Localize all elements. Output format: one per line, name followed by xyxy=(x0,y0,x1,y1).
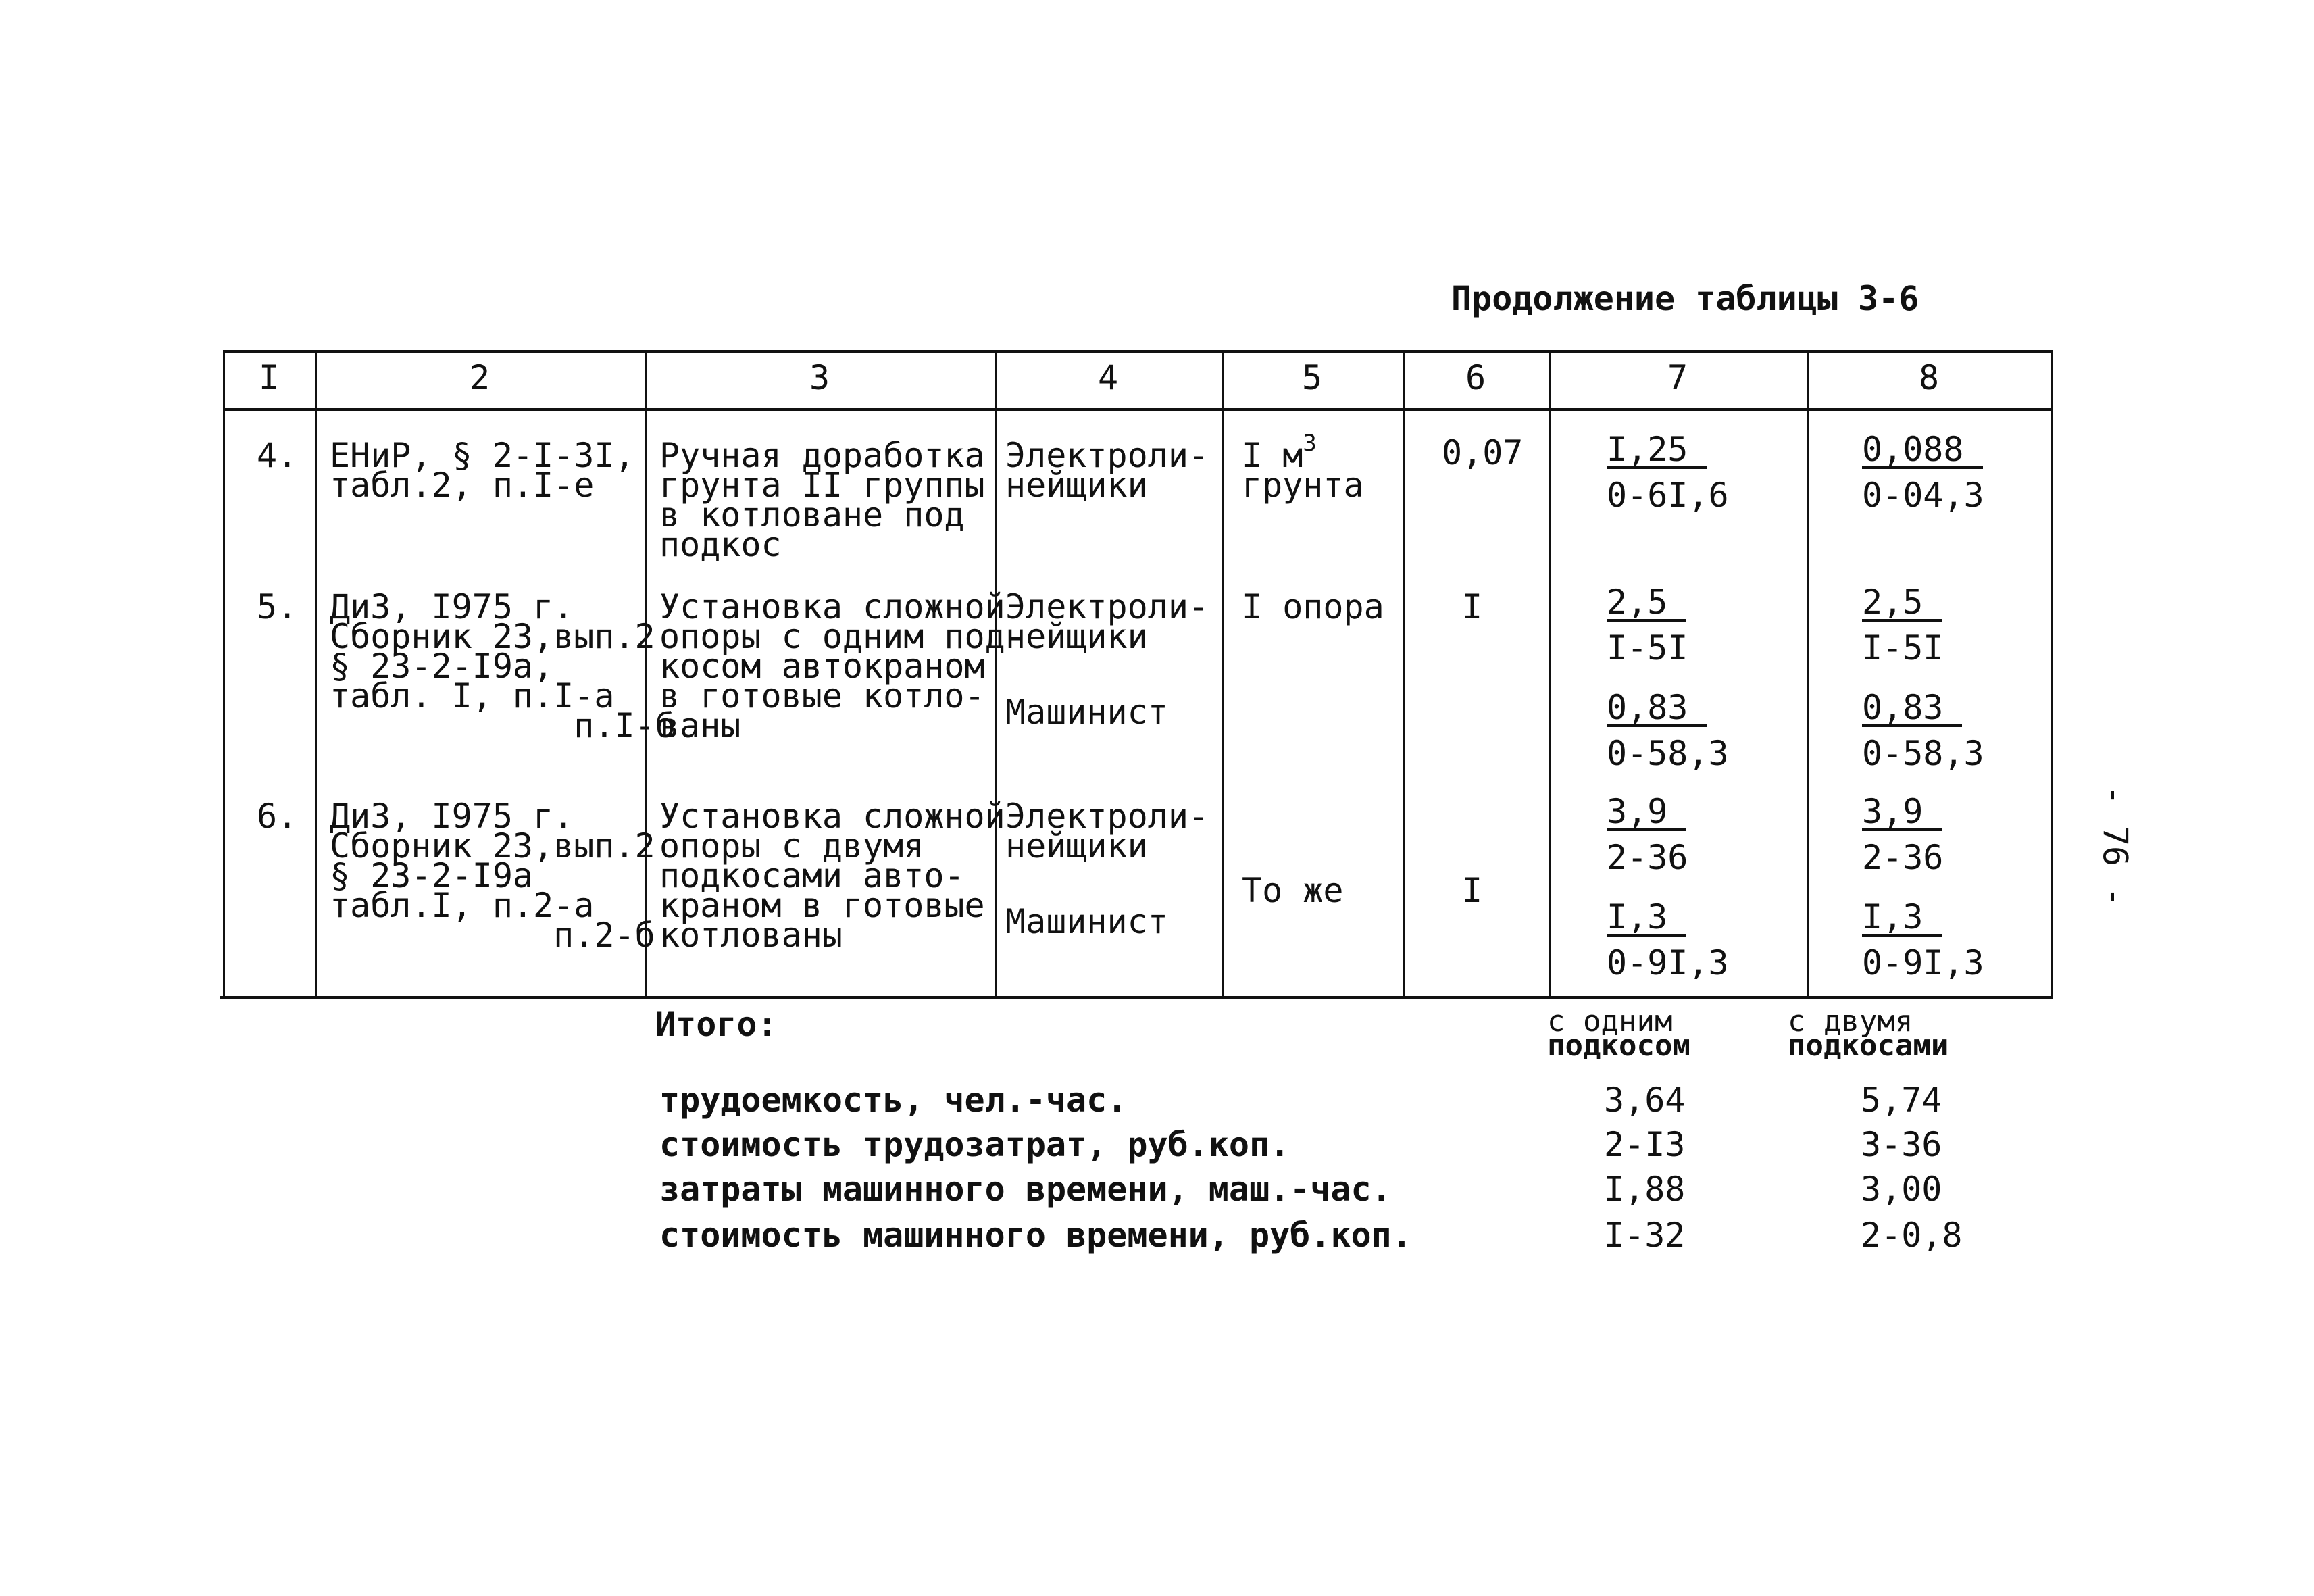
row-work: Установка сложной опоры с двумя подкосами авто- краном в готовые котлованы xyxy=(659,797,1005,955)
row-machine-fraction: $\frac{0,83}{0-58,3}$ xyxy=(1607,688,1729,773)
row-number: 4. xyxy=(257,436,298,475)
row-unit: I $м^3$ грунта xyxy=(1242,430,1364,505)
row-machine-cost-fraction: $\frac{0,83}{0-58,3}$ xyxy=(1862,688,1984,773)
totals-row-label: стоимость трудозатрат, руб.коп. xyxy=(659,1125,1290,1164)
header-col-7: 7 xyxy=(1667,358,1688,397)
row-work: Установка сложной опоры с одним под- косом автокраном в готовые котло- ваны xyxy=(659,587,1026,745)
row-unit: То же xyxy=(1242,871,1344,910)
header-col-6: 6 xyxy=(1465,358,1486,397)
totals-row-one: 2-I3 xyxy=(1604,1125,1686,1164)
row-quantity: I xyxy=(1462,871,1483,910)
totals-col-two-header: с двумя подкосами xyxy=(1788,1004,1949,1063)
totals-row-label: стоимость машинного времени, руб.коп. xyxy=(659,1216,1412,1255)
row-source: ДиЗ, I975 г. Сборник 23,вып.2 § 23-2-I9а табл.I, п.2-а п.2-б xyxy=(330,797,655,955)
row-labor-fraction: $\frac{3,9}{2-36}$ xyxy=(1607,792,1688,877)
row-labor-fraction: $\frac{2,5}{I-5I}$ xyxy=(1607,582,1688,668)
row-quantity: I xyxy=(1462,587,1483,626)
totals-row-two: 3-36 xyxy=(1861,1125,1942,1164)
row-labor-fraction: $\frac{I,25}{0-6I,6}$ xyxy=(1607,430,1729,515)
totals-row-one: 3,64 xyxy=(1604,1080,1686,1120)
totals-row-label: трудоемкость, чел.-час. xyxy=(659,1080,1128,1120)
col-line-1 xyxy=(315,350,317,999)
col-line-7 xyxy=(1807,350,1809,999)
row-worker-machinist: Машинист xyxy=(1005,693,1168,732)
row-number: 6. xyxy=(257,797,298,836)
row-workers: Электроли- нейщики xyxy=(1005,797,1209,866)
row-cost-fraction: $\frac{0,088}{0-04,3}$ xyxy=(1862,430,1984,515)
header-col-2: 2 xyxy=(469,358,491,397)
row-source: ДиЗ, I975 г. Сборник 23,вып.2 § 23-2-I9а, табл. I, п.I-а п.I-б xyxy=(330,587,676,745)
totals-row-two: 3,00 xyxy=(1861,1170,1942,1209)
col-line-4 xyxy=(1222,350,1224,999)
row-workers: Электроли- нейщики xyxy=(1005,587,1209,656)
row-worker-machinist: Машинист xyxy=(1005,902,1168,941)
col-line-5 xyxy=(1403,350,1405,999)
row-cost-fraction: $\frac{3,9}{2-36}$ xyxy=(1862,792,1944,877)
table-top-border xyxy=(223,350,2053,353)
row-machine-fraction: $\frac{I,3}{0-9I,3}$ xyxy=(1607,897,1729,982)
header-col-4: 4 xyxy=(1097,358,1119,397)
row-cost-fraction: $\frac{2,5}{I-5I}$ xyxy=(1862,582,1944,668)
col-line-8 xyxy=(2051,350,2053,999)
row-machine-cost-fraction: $\frac{I,3}{0-9I,3}$ xyxy=(1862,897,1984,982)
header-col-1: I xyxy=(258,358,280,397)
col-line-6 xyxy=(1549,350,1551,999)
row-source: ЕНиР, § 2-I-3I, табл.2, п.I-е xyxy=(330,436,635,505)
col-line-0 xyxy=(223,350,225,999)
header-col-3: 3 xyxy=(809,358,830,397)
row-quantity: 0,07 xyxy=(1442,433,1524,472)
row-workers: Электроли- нейщики xyxy=(1005,436,1209,505)
table-caption: Продолжение таблицы 3-6 xyxy=(1451,279,1919,318)
totals-col-one-header: с одним подкосом xyxy=(1547,1004,1690,1063)
totals-label: Итого: xyxy=(655,1005,778,1044)
row-unit: I опора xyxy=(1242,587,1384,626)
totals-row-one: I-32 xyxy=(1604,1216,1686,1255)
table-header-border xyxy=(223,408,2053,411)
header-col-8: 8 xyxy=(1918,358,1940,397)
row-work: Ручная доработка грунта II группы в котловане под подкос xyxy=(659,436,985,564)
header-col-5: 5 xyxy=(1301,358,1323,397)
totals-row-one: I,88 xyxy=(1604,1170,1686,1209)
totals-row-two: 2-0,8 xyxy=(1861,1216,1963,1255)
page-number: - 76 - xyxy=(2095,784,2135,907)
table-bottom-border xyxy=(220,996,2053,999)
totals-row-two: 5,74 xyxy=(1861,1080,1942,1120)
row-number: 5. xyxy=(257,587,298,626)
totals-row-label: затраты машинного времени, маш.-час. xyxy=(659,1170,1392,1209)
